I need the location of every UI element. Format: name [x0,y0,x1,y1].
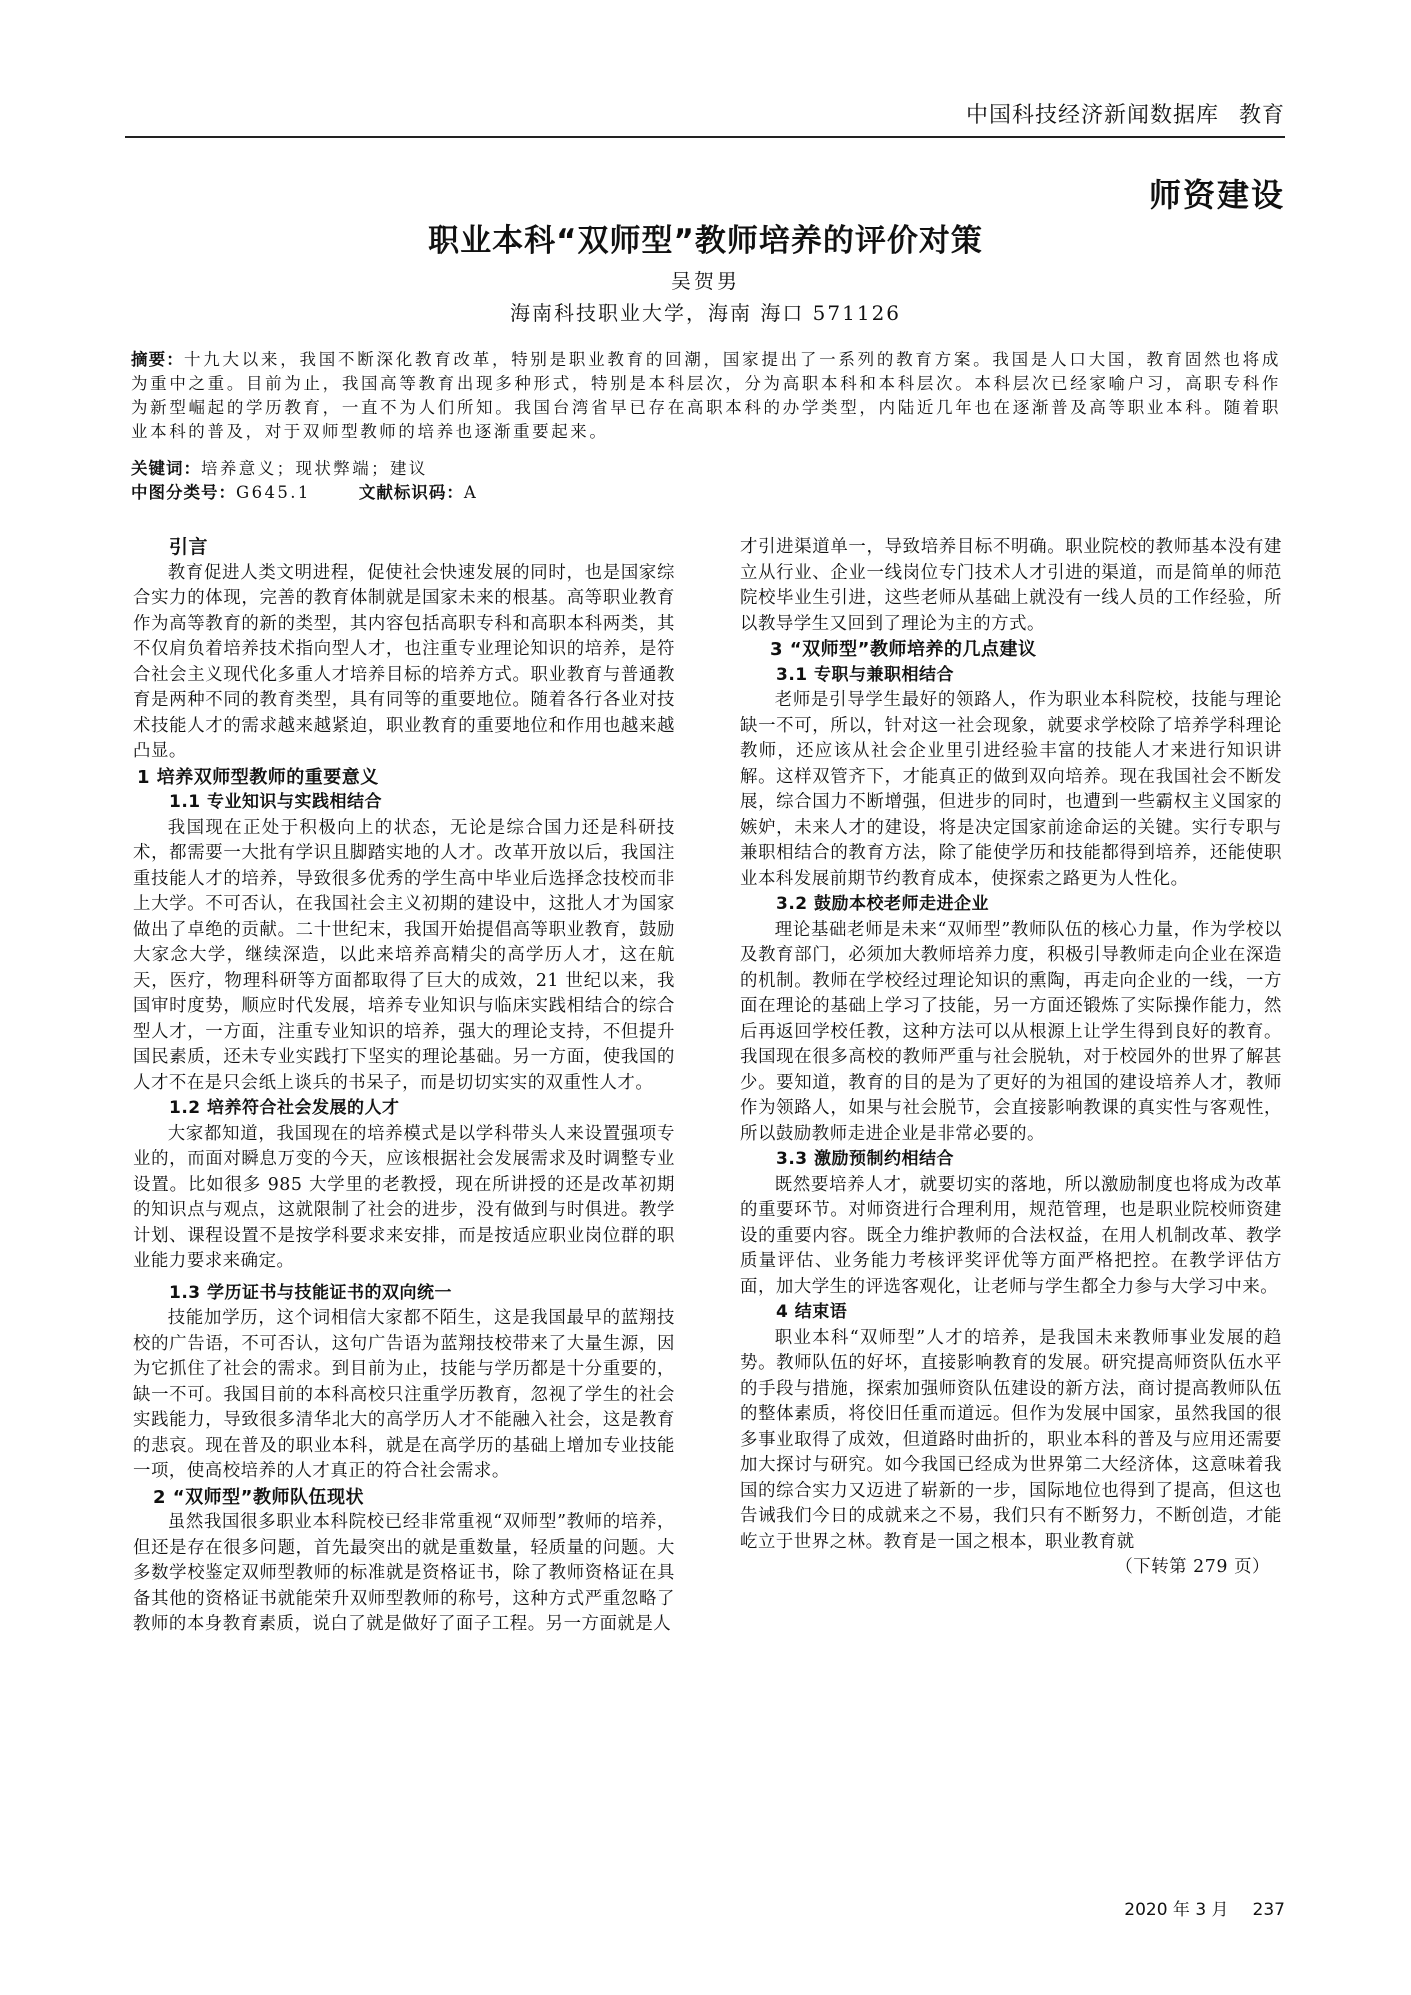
paragraph-1-3: 技能加学历，这个词相信大家都不陌生，这是我国最早的蓝翔技校的广告语，不可否认，这句广告语为蓝翔技校带来了大量生源，因为它抓住了社会的需求。到目前为止，技能与学历都是十分重要的，缺一不可。我国目前的本科高校只注重学历教育，忽视了学生的社会实践能力，导致很多清华北大的高学历人才不能融入社会，这是教育的悲哀。现在普及的职业本科，就是在高学历的基础上增加专业技能一项，使高校培养的人才真正的符合社会需求。 [133,1308,675,1481]
page-number: 237 [1252,1900,1285,1920]
paragraph-4: 职业本科“双师型”人才的培养，是我国未来教师事业发展的趋势。教师队伍的好坏，直接影响教育的发展。研究提高师资队伍水平的手段与措施，探索加强师资队伍建设的新方法，商讨提高教师队伍的整体素质，将佼旧任重而道远。但作为发展中国家，虽然我国的很多事业取得了成效，但道路时曲折的，职业本科的普及与应用还需要加大探讨与研究。如今我国已经成为世界第二大经济体，这意味着我国的综合实力又迈进了崭新的一步，国际地位也得到了提高，但这也告诫我们今日的成就来之不易，我们只有不断努力，不断创造，才能屹立于世界之林。教育是一国之根本，职业教育就 [740,1327,1282,1552]
paragraph-2: 虽然我国很多职业本科院校已经非常重视“双师型”教师的培养，但还是存在很多问题，首先最突出的就是重数量，轻质量的问题。大多数学校鉴定双师型教师的标准就是资格证书，除了教师资格证在具备其他的资格证书就能荣升双师型教师的称号，这种方式严重忽略了教师的本身教育素质，说白了就是做好了面子工程。另一方面就是人 [133,1512,675,1634]
heading-3-1: 3.1 专职与兼职相结合 [776,664,955,685]
paragraph-2-continued: 才引进渠道单一，导致培养目标不明确。职业院校的教师基本没有建立从行业、企业一线岗位专门技术人才引进的渠道，而是简单的师范院校毕业生引进，这些老师从基础上就没有一线人员的工作经验，所以教导学生又回到了理论为主的方式。 [740,537,1282,634]
running-header [125,98,1285,129]
paragraph-1-1: 我国现在正处于积极向上的状态，无论是综合国力还是科研技术，都需要一大批有学识且脚踏实地的人才。改革开放以后，我国注重技能人才的培养，导致很多优秀的学生高中毕业后选择念技校而非上大学。不可否认，在我国社会主义初期的建设中，这批人才为国家做出了卓绝的贡献。二十世纪末，我国开始提倡高等职业教育，鼓励大家念大学，继续深造，以此来培养高精尖的高学历人才，这在航天，医疗，物理科研等方面都取得了巨大的成效，21 世纪以来，我国审时度势，顺应时代发展，培养专业知识与临床实践相结合的综合型人才，一方面，注重专业知识的培养，强大的理论支持，不但提升国民素质，还未专业实践打下坚实的理论基础。另一方面，使我国的人才不在是只会纸上谈兵的书呆子，而是切切实实的双重性人才。 [133,817,675,1093]
heading-3-2: 3.2 鼓励本校老师走进企业 [776,894,990,914]
author-affiliation: 海南科技职业大学，海南 海口 571126 [509,301,902,325]
page-footer [1124,1895,1285,1920]
doc-code-value: A [463,483,479,502]
author-name: 吴贺男 [671,269,740,293]
article-title: 职业本科“双师型”教师培养的评价对策 [428,223,983,259]
keywords-label: 关键词： [131,459,201,478]
header-category: 教育 [1238,103,1285,128]
paragraph-3-1: 老师是引导学生最好的领路人，作为职业本科院校，技能与理论缺一不可，所以，针对这一社会现象，就要求学校除了培养学科理论教师，还应该从社会企业里引进经验丰富的技能人才来进行知识讲解。这样双管齐下，才能真正的做到双向培养。现在我国社会不断发展，综合国力不断增强，但进步的同时，也遭到一些霸权主义国家的嫉妒，未来人才的建设，将是决定国家前途命运的关键。实行专职与兼职相结合的教育方法，除了能使学历和技能都得到培养，还能使职业本科发展前期节约教育成本，使探索之路更为人性化。 [740,690,1282,889]
heading-3: 3 “双师型”教师培养的几点建议 [770,639,1037,660]
section-tag: 师资建设 [1148,176,1285,214]
heading-1-1: 1.1 专业知识与实践相结合 [169,792,383,812]
header-rule [125,136,1285,138]
heading-intro: 引言 [169,536,209,558]
heading-1-2: 1.2 培养符合社会发展的人才 [169,1098,400,1118]
right-column [740,535,1282,1581]
heading-3-3: 3.3 激励预制约相结合 [776,1149,955,1169]
keywords-text: 培养意义；现状弊端；建议 [201,459,428,478]
heading-4: 4 结束语 [776,1302,848,1322]
heading-2: 2 “双师型”教师队伍现状 [153,1486,364,1508]
doc-code-label: 文献标识码： [358,483,464,502]
left-column [133,535,675,1638]
heading-1: 1 培养双师型教师的重要意义 [137,766,379,788]
heading-1-3: 1.3 学历证书与技能证书的双向统一 [169,1282,453,1303]
paragraph-3-3: 既然要培养人才，就要切实的落地，所以激励制度也将成为改革的重要环节。对师资进行合理利用，规范管理，也是职业院校师资建设的重要内容。既全力维护教师的合法权益，在用人机制改革、教学质量评估、业务能力考核评奖评优等方面严格把控。在教学评估方面，加大学生的评选客观化，让老师与学生都全力参与大学习中来。 [740,1174,1282,1297]
paragraph-3-2: 理论基础老师是未来“双师型”教师队伍的核心力量，作为学校以及教育部门，必须加大教师培养力度，积极引导教师走向企业在深造的机制。教师在学校经过理论知识的熏陶，再走向企业的一线，一方面在理论的基础上学习了技能，另一方面还锻炼了实际操作能力，然后再返回学校任教，这种方法可以从根源上让学生得到良好的教育。我国现在很多高校的教师严重与社会脱轨，对于校园外的世界了解甚少。要知道，教育的目的是为了更好的为祖国的建设培养人才，教师作为领路人，如果与社会脱节，会直接影响教课的真实性与客观性，所以鼓励教师走进企业是非常必要的。 [740,919,1282,1144]
paragraph-intro: 教育促进人类文明进程，促使社会快速发展的同时，也是国家综合实力的体现，完善的教育体制就是国家未来的根基。高等职业教育作为高等教育的新的类型，其内容包括高职专科和高职本科两类，其不仅肩负着培养技术指向型人才，也注重专业理论知识的培养，是符合社会主义现代化多重人才培养目标的培养方式。职业教育与普通教育是两种不同的教育类型，具有同等的重要地位。随着各行各业对技术技能人才的需求越来越紧迫，职业教育的重要地位和作用也越来越凸显。 [133,562,675,761]
clc-label: 中图分类号： [131,483,236,502]
database-name: 中国科技经济新闻数据库 [965,103,1219,128]
issue-date: 2020 年 3 月 [1124,1900,1229,1920]
abstract-text: 十九大以来，我国不断深化教育改革，特别是职业教育的回潮，国家提出了一系列的教育方案。我国是人口大国，教育固然也将成为重中之重。目前为止，我国高等教育出现多种形式，特别是本科层次，分为高职本科和本科层次。本科层次已经家喻户习，高职专科作为新型崛起的学历教育，一直不为人们所知。我国台湾省早已存在高职本科的办学类型，内陆近几年也在逐渐普及高等职业本科。随着职业本科的普及，对于双师型教师的培养也逐渐重要起来。 [131,350,1282,441]
classification [131,481,1281,505]
keywords [131,457,1281,481]
abstract-label: 摘要： [131,350,184,369]
paragraph-1-2: 大家都知道，我国现在的培养模式是以学科带头人来设置强项专业的，而面对瞬息万变的今天，应该根据社会发展需求及时调整专业设置。比如很多 985 大学里的老教授，现在所讲授的还是改革初期的知识点与观点，这就限制了社会的进步，没有做到与时俱进。教学计划、课程设置不是按学科要求来安排，而是按适应职业岗位群的职业能力要求来确定。 [133,1123,675,1271]
abstract [131,348,1281,444]
continued-note: （下转第 279 页） [1115,1557,1270,1577]
clc-value: G645.1 [236,483,311,502]
